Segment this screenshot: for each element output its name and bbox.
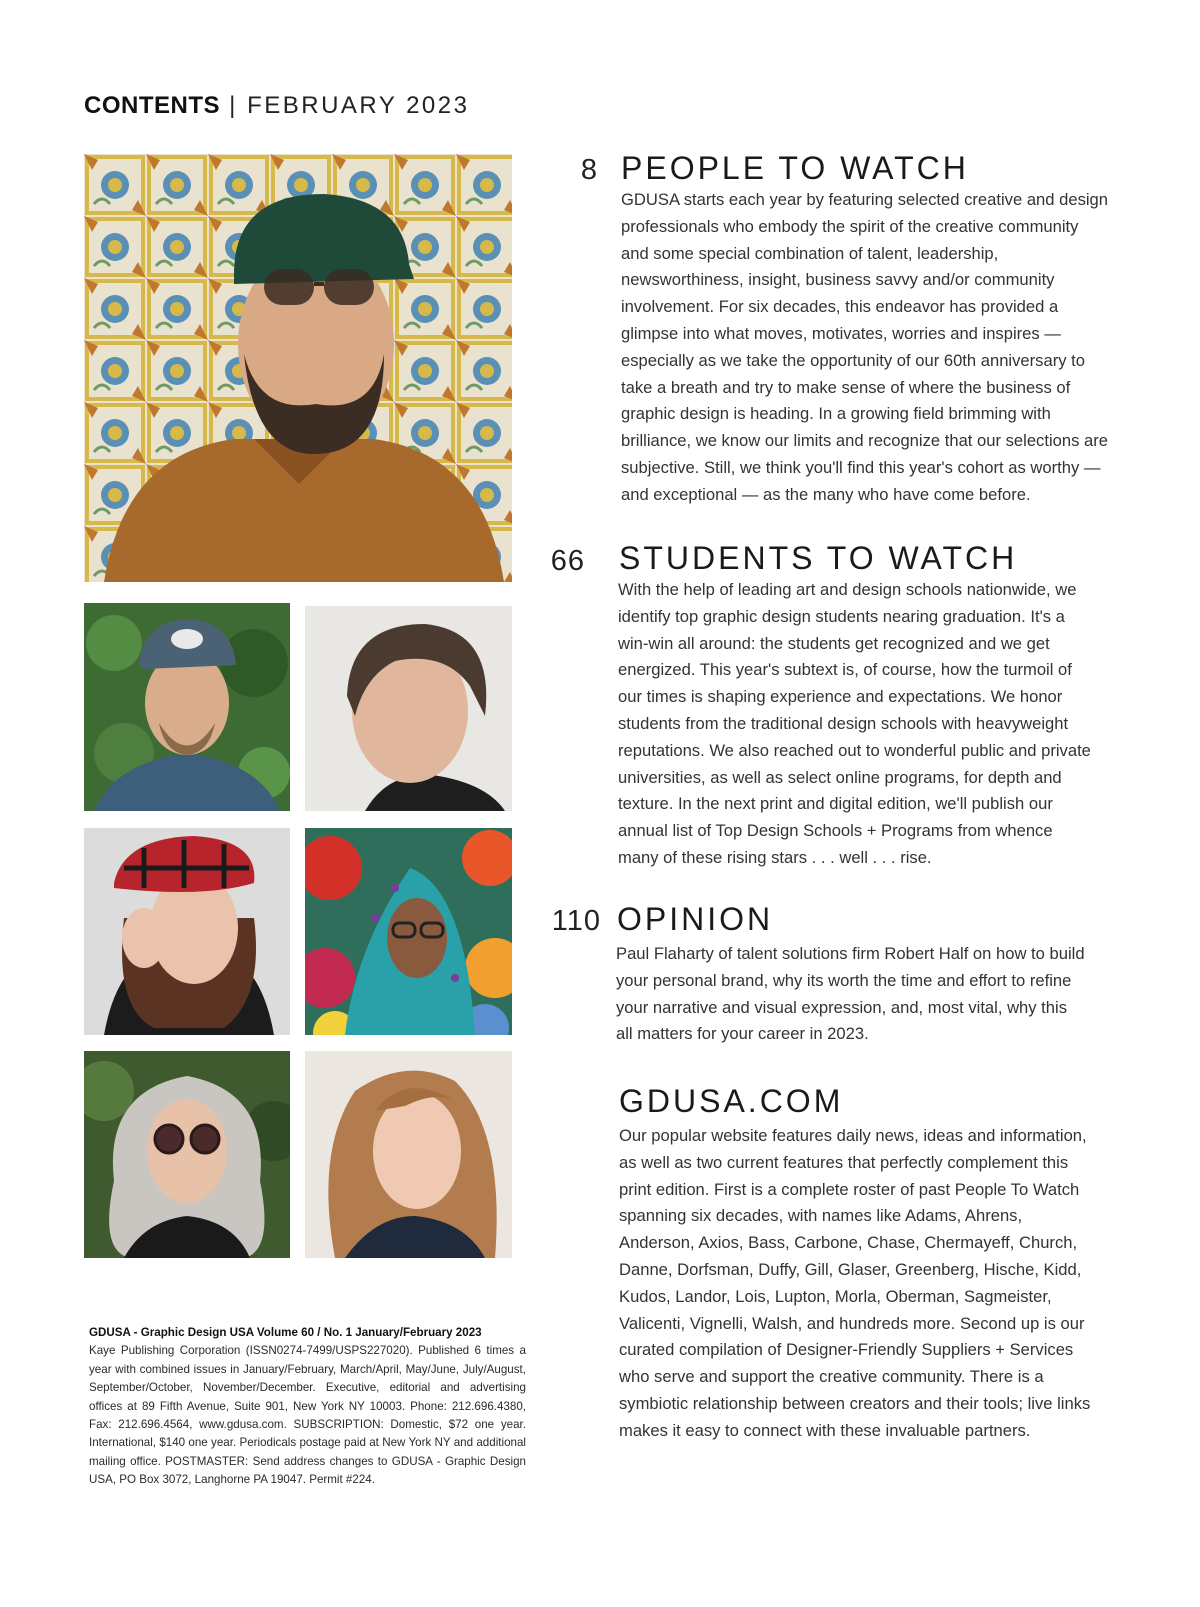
section-description: Our popular website features daily news, ideas and information, as well as two current features that perfectly complement this print edition. First is a complete roster of past People To Watch spanning six decades, with names like Adams, Ahrens, Anderson, Axios, Bass, Carbone, Chase, Chermayeff, Church, Danne, Dorfsman, Duffy, Gill, Glaser, Greenberg, Hische, Kidd, Kudos, Landor, Lois, Lupton, Morla, Oberman, Sagmeister, Valicenti, Vignelli, Walsh, and hundreds more. Second up is our curated compilation of Designer-Friendly Suppliers + Services who serve and support the creative community. There is a symbiotic relationship between creators and their tools; live links makes it easy to connect with these invaluable partners. <box>619 1126 1091 1440</box>
header-separator: | <box>220 92 248 119</box>
section-description: With the help of leading art and design schools nationwide, we identify top graphic design students nearing graduation. It's a win-win all around: the students get recognized and we get energized. This year's subtext is, of course, how the turmoil of our times is shaping experience and expectations. We honor students from the traditional design schools with heavyweight reputations. We also reached out to wonderful public and private universities, as well as select online programs, for depth and texture. In the next print and digital edition, we'll publish our annual list of Top Design Schools + Programs from whence many of these rising stars . . . well . . . rise. <box>618 580 1091 867</box>
colophon-body: Kaye Publishing Corporation (ISSN0274-7499/USPS227020). Published 6 times a year with combined issues in January/February, March/April, May/June, July/August, September/October, November/December. Executive, editorial and advertising offices at 89 Fifth Avenue, Suite 901, New York NY 10003. Phone: 212.696.4380, Fax: 212.696.4564, www.gdusa.com. SUBSCRIPTION: Domestic, $72 one year. International, $140 one year. Periodicals postage paid at New York NY and additional mailing office. POSTMASTER: Send address changes to GDUSA - Graphic Design USA, PO Box 3072, Langhorne PA 19047. Permit #224. <box>89 1344 526 1487</box>
portrait-photo-6 <box>305 1051 512 1258</box>
section-description: GDUSA starts each year by featuring selected creative and design professionals who embody the spirit of the creative community and some special combination of talent, leadership, newsworthiness, insight, business savvy and/or community involvement. For six decades, this endeavor has provided a glimpse into what moves, motivates, worries and inspires — especially as we take the opportunity of our 60th anniversary to take a breath and try to make sense of where the business of graphic design is heading. In a growing field brimming with brilliance, we know our limits and recognize that our selections are subjective. Still, we think you'll find this year's cohort as worthy — and exceptional — as the many who have come before. <box>621 190 1109 504</box>
section-description: Paul Flaharty of talent solutions firm Robert Half on how to build your personal brand, why its worth the time and effort to refine your narrative and visual expression, and, most vital, why this all matters for your career in 2023. <box>616 944 1085 1044</box>
section-title: STUDENTS TO WATCH <box>619 540 1018 576</box>
portrait-photo-4 <box>305 828 512 1035</box>
featured-photo-main <box>84 154 512 582</box>
portrait-photo-2 <box>305 606 512 811</box>
header-contents-label: CONTENTS <box>84 92 220 119</box>
section-page-number: 110 <box>551 905 601 937</box>
colophon-title: GDUSA - Graphic Design USA Volume 60 / No. 1 January/February 2023 <box>89 1326 482 1339</box>
portrait-photo-3 <box>84 828 290 1035</box>
portrait-photo-1 <box>84 603 290 811</box>
section-title: PEOPLE TO WATCH <box>621 150 969 186</box>
portrait-photo-5 <box>84 1051 290 1258</box>
header-issue-date: FEBRUARY 2023 <box>247 92 470 119</box>
section-page-number: 66 <box>550 545 585 577</box>
section-page-number: 8 <box>580 154 598 186</box>
colophon <box>89 1324 526 1490</box>
section-title: OPINION <box>617 901 774 937</box>
section-title: GDUSA.COM <box>619 1083 844 1119</box>
page-header <box>84 92 469 120</box>
